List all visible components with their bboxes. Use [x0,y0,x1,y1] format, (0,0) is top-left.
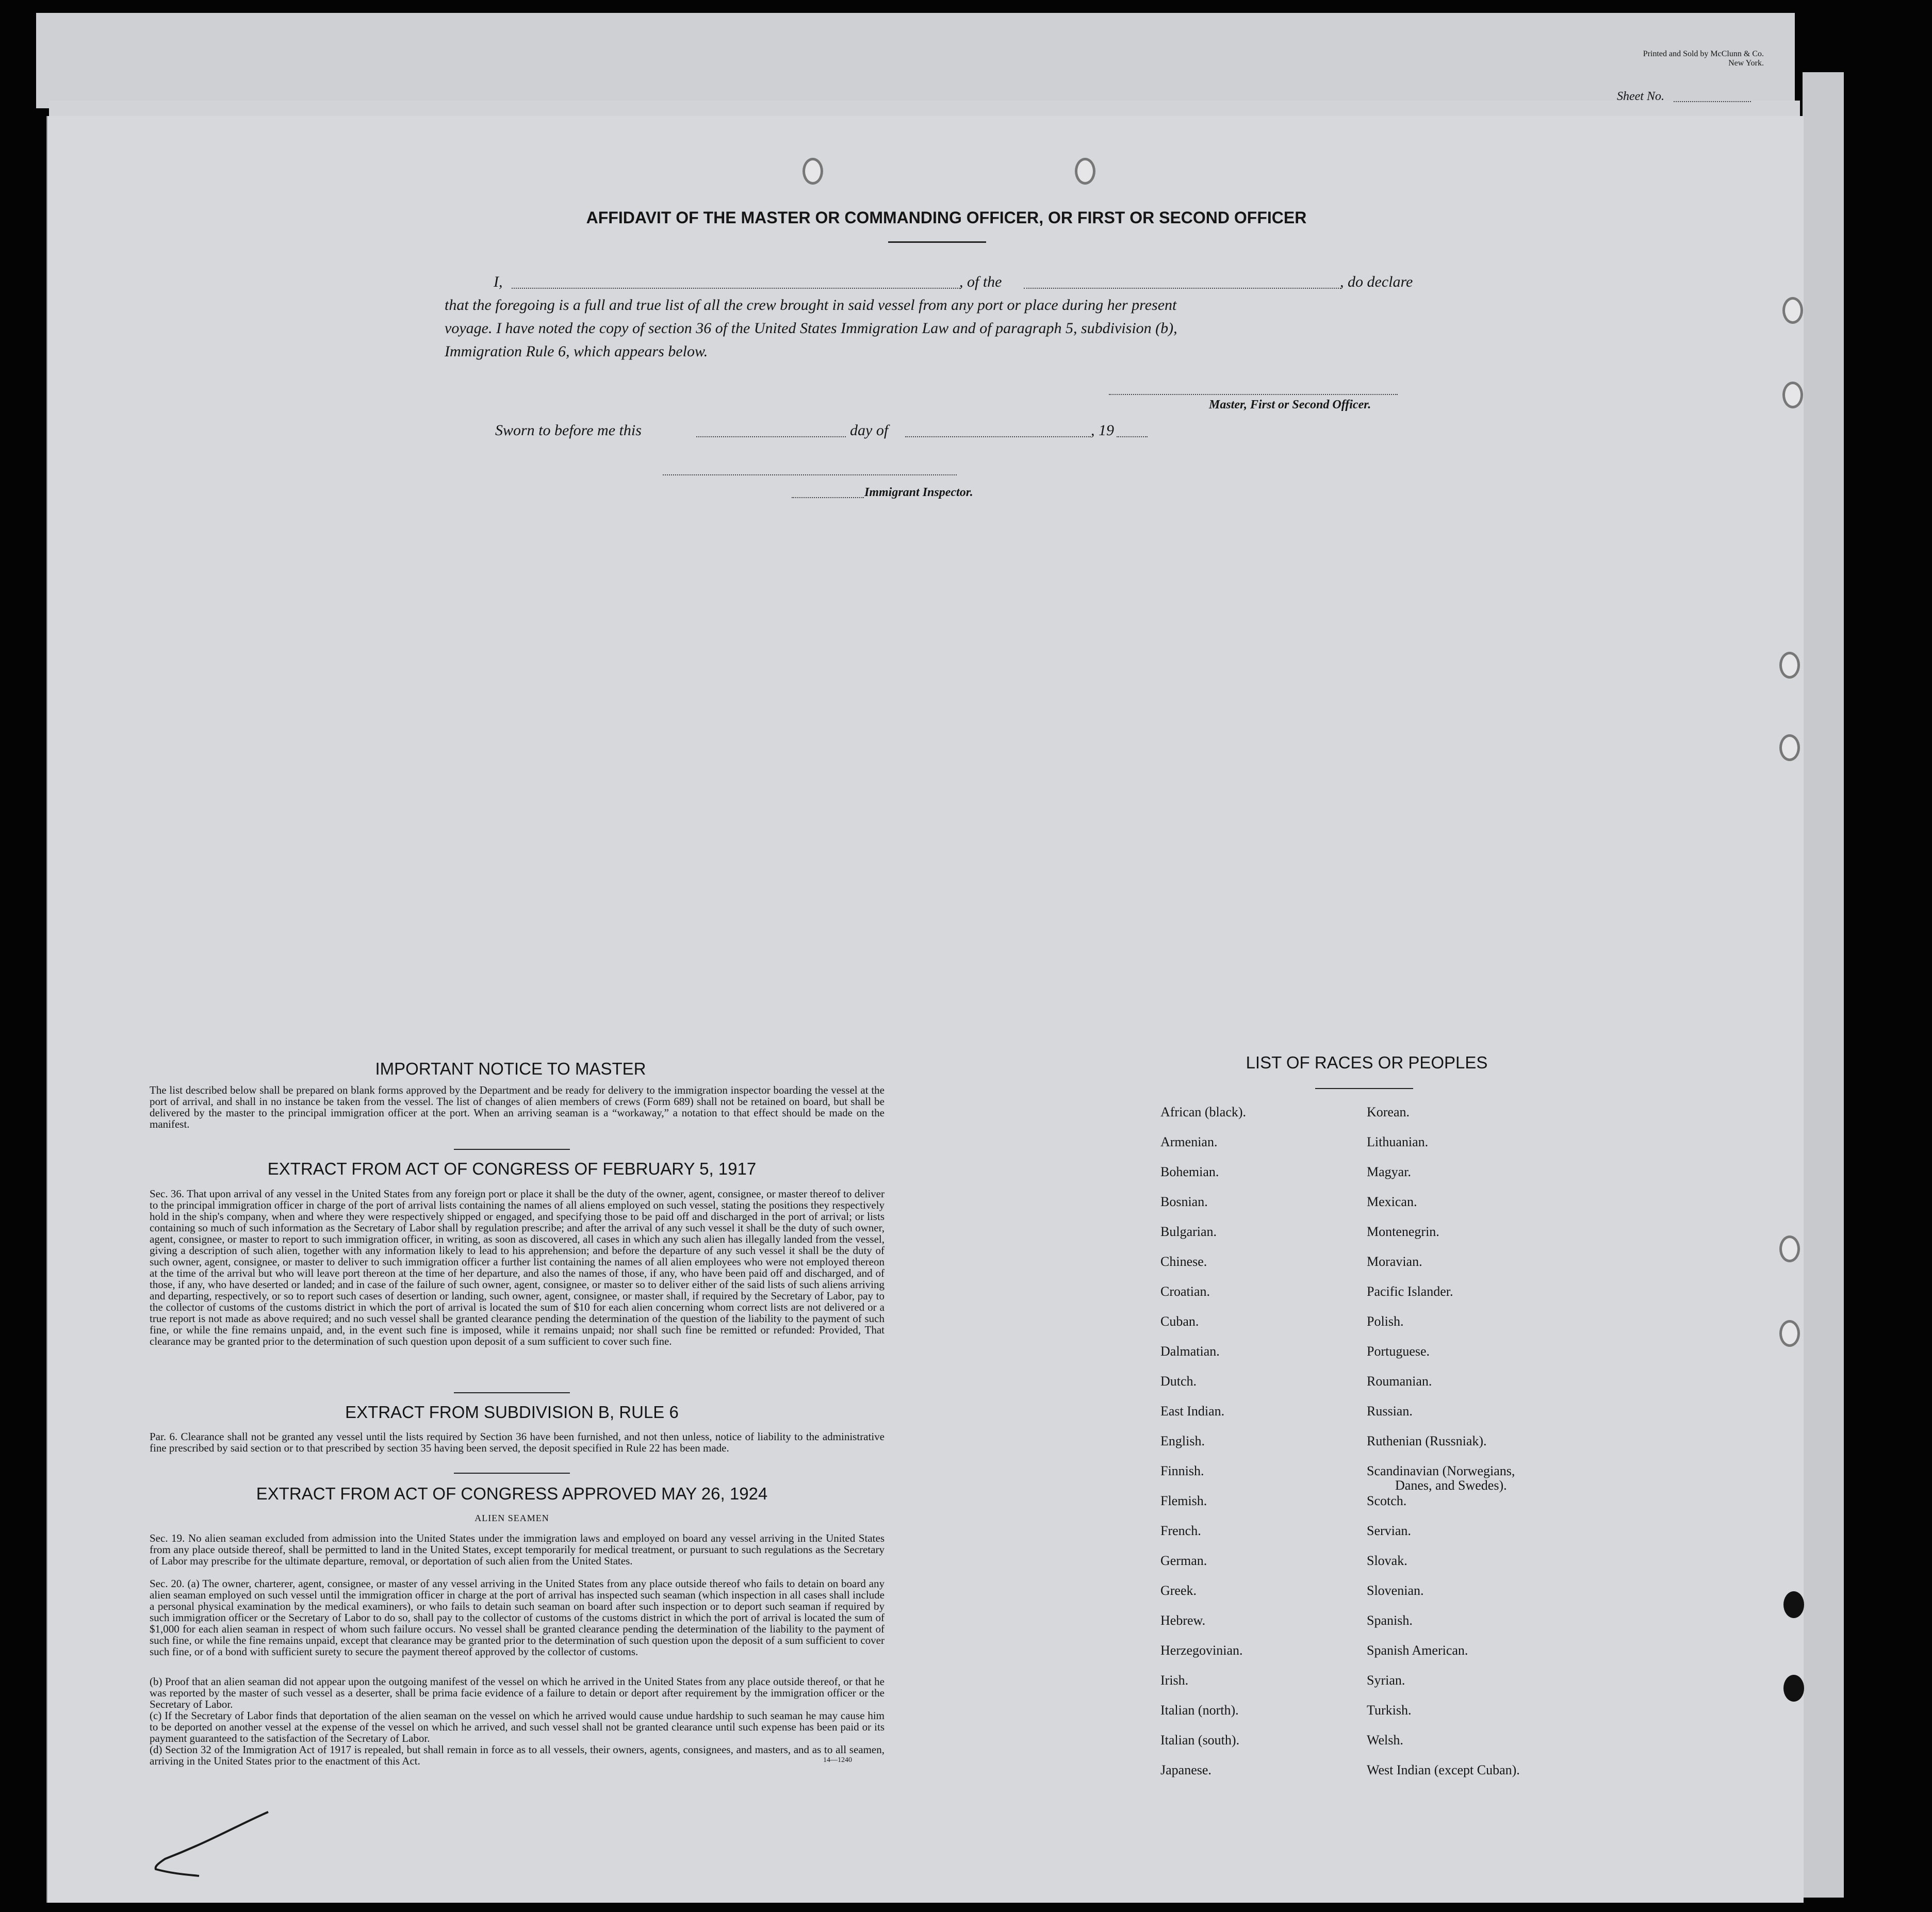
extract-1924-sec20c: (c) If the Secretary of Labor finds that deportation of the alien seaman on the vessel on which he arrived would cause undue hardship to such seaman he may cause him to be deported on another vessel at the expense of the vessel on which he arrived, and such vessel shall not be granted clearance until such expense has been paid or its payment guaranteed to the satisfaction of the Secretary of Labor. [150,1709,885,1744]
punch-hole [1779,734,1800,761]
extract-1917-title: EXTRACT FROM ACT OF CONGRESS OF FEBRUARY 5, 1917 [267,1159,757,1178]
printer-line-2: New York. [1728,59,1764,68]
punch-hole [1779,652,1800,679]
sworn-label: Sworn to before me this [495,422,642,439]
race-item: Dutch. [1160,1374,1197,1389]
punch-hole [1782,297,1803,324]
punch-hole [1779,1235,1800,1262]
race-item: Magyar. [1367,1164,1411,1179]
year-label: , 19 [1091,422,1114,439]
printer-imprint [1589,50,1764,68]
race-item: Slovak. [1367,1553,1407,1568]
notice-divider [454,1149,570,1150]
race-item: Spanish. [1367,1613,1413,1628]
race-item: Armenian. [1160,1134,1218,1149]
sworn-day-field[interactable] [696,436,846,437]
punch-hole [1783,1591,1804,1618]
vessel-name-field[interactable] [1024,288,1341,289]
race-item: Russian. [1367,1404,1413,1419]
race-item: Scotch. [1367,1493,1407,1508]
race-item: Finnish. [1160,1463,1204,1478]
race-item: Spanish American. [1367,1643,1468,1658]
races-title: LIST OF RACES OR PEOPLES [1246,1053,1488,1072]
extract-1917-text: Sec. 36. That upon arrival of any vessel in the United States from any foreign port or place it shall be the duty of the owner, agent, consignee, or master thereof to deliver to the principal immigration officer in charge of the port of arrival lists containing the names of all aliens employed on such vessel, stating the positions they respectively hold in the ship's company, when and where they were respectively shipped or engaged, and specifying those to be paid off and discharged in the port of arrival; or lists containing so much of such information as the Secretary of Labor shall by regulation prescribe; and after the arrival of any such vessel it shall be the duty of such owner, agent, consignee, or master to report to such immigration officer, in writing, as soon as discovered, all cases in which any such alien has illegally landed from the vessel, giving a description of such alien, together with any information likely to lead to his apprehension; and before the departure of any such vessel it shall be the duty of such owner, agent, consignee, or master to deliver to such immigration officer a further list containing the names of all alien employees who were not employed thereon at the time of the arrival but who will leave port thereon at the time of her departure, and also the names of those, if any, who have been paid off and discharged, and of those, if any, who have deserted or landed; and in case of the failure of such owner, agent, consignee, or master so to deliver either of the said lists of such aliens arriving and departing, respectively, or so to report such cases of desertion or landing, such owner, agent, consignee, or master shall, if required by the Secretary of Labor, pay to the collector of customs of the customs district in which the port of arrival is located the sum of $10 for each alien concerning whom correct lists are not delivered or a true report is not made as above required; and no such vessel shall be granted clearance pending the determination of the question of the liability to the payment of such fine, or while the fine remains unpaid, and, in the event such fine is imposed, while it remains unpaid; nor shall such fine be remitted or refunded: Provided, That clearance may be granted prior to the determination of such question upon deposit of a sum sufficient to cover such fine. [150,1188,885,1347]
affidavit-i-label: I, [494,273,503,290]
race-item: West Indian (except Cuban). [1367,1762,1520,1777]
race-item-continuation: Danes, and Swedes). [1395,1478,1507,1493]
affidavit-of-the: , of the [959,273,1002,290]
title-divider [888,241,986,243]
rule6-divider [454,1473,570,1474]
race-item: Croatian. [1160,1284,1210,1299]
punch-hole [1783,1675,1804,1702]
race-item: Greek. [1160,1583,1197,1598]
day-of-label: day of [850,422,889,439]
extract-1917-divider [454,1392,570,1393]
extract-1924-sec20d: (d) Section 32 of the Immigration Act of 1917 is repealed, but shall remain in force as to all vessels, their owners, agents, consignees, and masters, and as to all seamen, arriving in the United States prior to the enactment of this Act. [150,1743,885,1767]
race-item: Bohemian. [1160,1164,1219,1179]
race-item: Ruthenian (Russniak). [1367,1433,1487,1448]
race-item: Irish. [1160,1673,1189,1688]
form-number: 14—1240 [823,1756,852,1764]
affidavit-do-declare: , do declare [1340,273,1413,290]
signature-line[interactable] [1109,394,1398,395]
race-item: Roumanian. [1367,1374,1432,1389]
race-item: English. [1160,1433,1205,1448]
race-item: Cuban. [1160,1314,1199,1329]
extract-1924-sec19: Sec. 19. No alien seaman excluded from admission into the United States under the immigration laws and employed on board any vessel arriving in the United States from any place outside thereof, shall be permitted to land in the United States, except temporarily for medical treatment, or pursuant to such regulations as the Secretary of Labor may prescribe for the ultimate departure, removal, or deportation of such alien from the United States. [150,1532,885,1567]
extract-1924-sec20b: (b) Proof that an alien seaman did not appear upon the outgoing manifest of the vessel on which he arrived in the United States from any place outside thereof, or that he was reported by the master of such vessel as a deserter, shall be prima facie evidence of a failure to detain or deport after requirement by the immigration officer or the Secretary of Labor. [150,1675,885,1710]
sworn-month-field[interactable] [905,436,1091,437]
extract-1924-sec20a: Sec. 20. (a) The owner, charterer, agent, consignee, or master of any vessel arriving in the United States from any place outside thereof who fails to detain on board any alien seaman employed on such vessel until the immigration officer in charge at the port of arrival has inspected such seaman (which inspection in all cases shall include a personal physical examination by the medical examiners), or who fails to detain such seaman on board after such inspection or to deport such seaman if required by such immigration officer or the Secretary of Labor to do so, shall pay to the collector of customs of the customs district in which the port of arrival is located the sum of $1,000 for each alien seaman in respect of whom such failure occurs. No vessel shall be granted clearance pending the determination of the liability to the payment of such fine, or while the fine remains unpaid, except that clearance may be granted prior to the determination of such question upon the deposit of a sum sufficient to cover such fine, or of a bond with sufficient surety to secure the payment thereof approved by the collector of customs. [150,1577,885,1658]
inspector-name-line[interactable] [792,497,864,498]
sheet-number-line [1674,101,1751,102]
race-item: East Indian. [1160,1404,1225,1419]
race-item: Welsh. [1367,1733,1403,1748]
notice-text: The list described below shall be prepared on blank forms approved by the Department and be ready for delivery to the immigration inspector boarding the vessel at the port of arrival, and shall in no instance be taken from the vessel. The list of changes of alien members of crews (Form 689) shall not be retained on board, but shall be delivered by the master to the principal immigration officer at the port. When an arriving seaman is a “workaway,” a notation to that effect should be made on the manifest. [150,1084,885,1130]
race-item: Slovenian. [1367,1583,1424,1598]
race-item: Syrian. [1367,1673,1405,1688]
race-item: Hebrew. [1160,1613,1206,1628]
races-divider [1315,1088,1413,1089]
affidavit-line-2: that the foregoing is a full and true list of all the crew brought in said vessel from any port or place during her present [445,296,1177,314]
inspector-signature-line[interactable] [663,474,957,475]
race-item: Scandinavian (Norwegians, [1367,1463,1515,1478]
race-item: Herzegovinian. [1160,1643,1243,1658]
race-item: Servian. [1367,1523,1411,1538]
notice-title: IMPORTANT NOTICE TO MASTER [375,1059,646,1078]
race-item: Korean. [1367,1105,1410,1119]
punch-hole [1075,158,1095,185]
page-edge-strip [1803,72,1844,1898]
race-item: Italian (north). [1160,1703,1239,1718]
race-item: French. [1160,1523,1201,1538]
signature-label: Master, First or Second Officer. [1209,398,1371,411]
punch-hole [1782,382,1803,408]
race-item: Flemish. [1160,1493,1207,1508]
affidavit-line-4: Immigration Rule 6, which appears below. [445,343,708,360]
printer-line-1: Printed and Sold by McClunn & Co. [1643,50,1764,58]
sworn-year-field[interactable] [1117,436,1148,437]
race-item: Montenegrin. [1367,1224,1439,1239]
extract-1924-title: EXTRACT FROM ACT OF CONGRESS APPROVED MAY 26, 1924 [256,1484,768,1503]
race-item: African (black). [1160,1105,1247,1119]
race-item: Polish. [1367,1314,1404,1329]
rule6-title: EXTRACT FROM SUBDIVISION B, RULE 6 [345,1403,679,1422]
punch-hole [803,158,823,185]
race-item: Bulgarian. [1160,1224,1217,1239]
rule6-text: Par. 6. Clearance shall not be granted any vessel until the lists required by Section 36 have been furnished, and not then unless, notice of liability to the administrative fine prescribed by said section or to that prescribed by section 35 having been served, the deposit specified in Rule 22 has been made. [150,1430,885,1454]
race-item: Dalmatian. [1160,1344,1220,1359]
affidavit-title: AFFIDAVIT OF THE MASTER OR COMMANDING OFFICER, OR FIRST OR SECOND OFFICER [586,208,1307,227]
back-sheet [36,13,1795,108]
race-item: Portuguese. [1367,1344,1430,1359]
pencil-mark [150,1805,273,1882]
inspector-label: Immigrant Inspector. [864,486,973,499]
race-item: German. [1160,1553,1207,1568]
race-item: Mexican. [1367,1194,1417,1209]
affidavit-line-3: voyage. I have noted the copy of section 36 of the United States Immigration Law and of paragraph 5, subdivision (b), [445,320,1177,337]
race-item: Moravian. [1367,1254,1422,1269]
race-item: Japanese. [1160,1762,1211,1777]
race-item: Italian (south). [1160,1733,1240,1748]
race-item: Pacific Islander. [1367,1284,1453,1299]
master-name-field[interactable] [512,288,960,289]
sheet-number-label: Sheet No. [1617,90,1664,103]
punch-hole [1779,1320,1800,1347]
race-item: Chinese. [1160,1254,1207,1269]
extract-1924-subtitle: ALIEN SEAMEN [474,1513,549,1523]
race-item: Bosnian. [1160,1194,1208,1209]
race-item: Turkish. [1367,1703,1412,1718]
race-item: Lithuanian. [1367,1134,1429,1149]
